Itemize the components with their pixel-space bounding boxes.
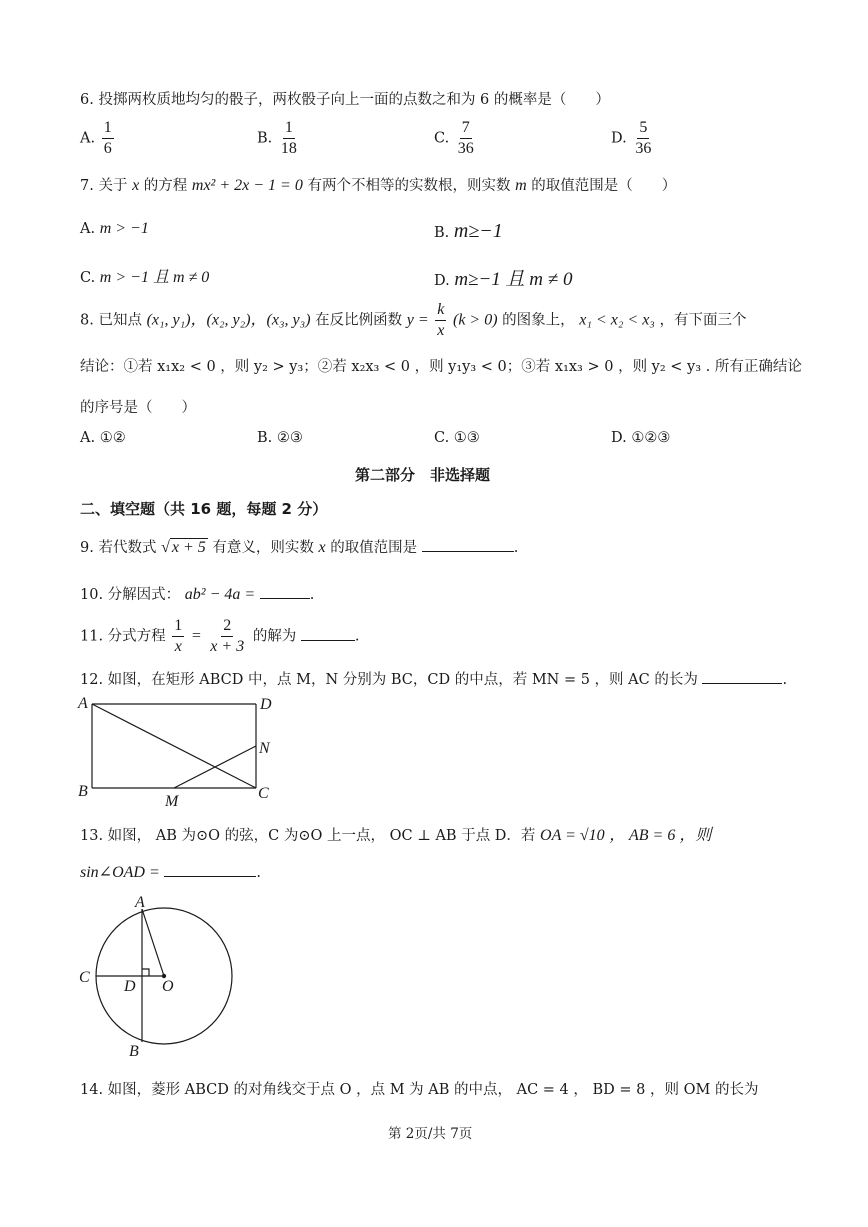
q6-option-c — [434, 118, 478, 159]
fraction: $\frac{5}{36}$ — [635, 119, 652, 157]
answer-blank[interactable] — [164, 862, 256, 877]
segment-ao — [142, 909, 164, 976]
option-letter: D. — [611, 130, 627, 147]
label-c: C — [79, 969, 90, 986]
q10: 10. 分解因式： ab² − 4a = . — [80, 586, 315, 603]
fraction: $\frac{1}{18}$ — [280, 119, 297, 157]
q6-option-d — [611, 118, 655, 159]
fraction: $\frac{1}{6}$ — [103, 119, 112, 157]
section-2-title: 二、填空题（共 16 题，每题 2 分） — [80, 500, 328, 518]
q8-line-1: 8. 已知点 (x₁, y₁)，(x₂, y₂)，(x₃, y₃) 在反比例函数 y = $\frac{k}{x}$ (k > 0) 的图象上， x₁ < x₂ < x₃ ，有下面三个 — [80, 301, 747, 339]
q8-option-a: A. ①② — [80, 430, 126, 446]
q7-option-c: C. m > −1 且 m ≠ 0 — [80, 269, 210, 286]
answer-blank[interactable] — [301, 626, 355, 641]
q7-stem: 7. 关于 x 的方程 mx² + 2x − 1 = 0 有两个不相等的实数根，则实数 m 的取值范围是（ ） — [80, 177, 677, 194]
q8-option-c: C. ①③ — [434, 430, 480, 446]
q6-option-b — [257, 118, 301, 159]
label-b: B — [78, 783, 88, 800]
q9: 9. 若代数式 √ x + 5 有意义，则实数 x 的取值范围是 . — [80, 539, 519, 556]
q8-option-b: B. ②③ — [257, 430, 303, 446]
page-footer: 第 2页/共 7页 — [388, 1126, 473, 1142]
diagonal-ac — [92, 704, 256, 788]
option-letter: B. — [257, 130, 273, 147]
q7-option-a: A. m > −1 — [80, 220, 149, 237]
q8-line-2: 结论：①若 x₁x₂ < 0 ，则 y₂ > y₃；②若 x₂x₃ < 0 ，则 y₁y₃ < 0；③若 x₁x₃ > 0 ，则 y₂ < y₃ . 所有正确结论 — [80, 359, 802, 375]
fraction-left: $\frac{1}{x}$ — [174, 617, 183, 655]
q8-line-3: 的序号是（ ） — [80, 400, 196, 416]
q13-line-2: sin∠OAD = . — [80, 864, 261, 881]
q8-fraction: $\frac{k}{x}$ — [437, 301, 445, 339]
label-a: A — [78, 695, 88, 712]
right-angle-mark — [142, 969, 149, 976]
label-d: D — [260, 696, 272, 713]
answer-blank[interactable] — [422, 537, 514, 552]
option-letter: C. — [434, 130, 450, 147]
q8-points: (x₁, y₁)，(x₂, y₂)，(x₃, y₃) — [146, 311, 311, 329]
label-n: N — [259, 740, 270, 757]
q6-stem: 6. 投掷两枚质地均匀的骰子，两枚骰子向上一面的点数之和为 6 的概率是（ ） — [80, 92, 610, 108]
q12-stem: 12. 如图，在矩形 ABCD 中，点 M，N 分别为 BC，CD 的中点，若 MN = 5 ，则 AC 的长为 . — [80, 668, 787, 689]
q7-option-b: B. m≥−1 — [434, 220, 503, 242]
part-2-title: 第二部分 非选择题 — [355, 466, 491, 484]
circle-figure — [74, 892, 244, 1060]
option-letter: A. — [80, 130, 96, 147]
fraction-right: $\frac{2}{x + 3}$ — [210, 617, 245, 655]
q8-option-d: D. ①②③ — [611, 430, 671, 446]
q7-option-d: D. m≥−1 且 m ≠ 0 — [434, 269, 573, 290]
square-root: √ x + 5 — [161, 539, 206, 556]
answer-blank[interactable] — [702, 669, 782, 684]
fraction: $\frac{7}{36}$ — [457, 119, 474, 157]
label-a: A — [135, 894, 145, 911]
label-c: C — [258, 785, 269, 802]
label-d: D — [124, 978, 136, 995]
label-o: O — [162, 978, 174, 995]
label-b: B — [129, 1043, 139, 1060]
label-m: M — [165, 793, 179, 810]
q11: 11. 分式方程 $\frac{1}{x}$ = $\frac{2}{x + 3}$ 的解为 . — [80, 617, 360, 655]
q7-equation: mx² + 2x − 1 = 0 — [191, 177, 303, 194]
answer-blank[interactable] — [260, 584, 310, 599]
q14-stem: 14. 如图，菱形 ABCD 的对角线交于点 O ，点 M 为 AB 的中点， AC = 4 ， BD = 8 ，则 OM 的长为 — [80, 1082, 759, 1098]
rectangle-figure — [70, 692, 290, 810]
q6-option-a — [80, 118, 116, 159]
q13-line-1: 13. 如图， AB 为⊙O 的弦，C 为⊙O 上一点， OC ⊥ AB 于点 D．若 OA = √10 ， AB = 6 ，则 — [80, 827, 712, 844]
